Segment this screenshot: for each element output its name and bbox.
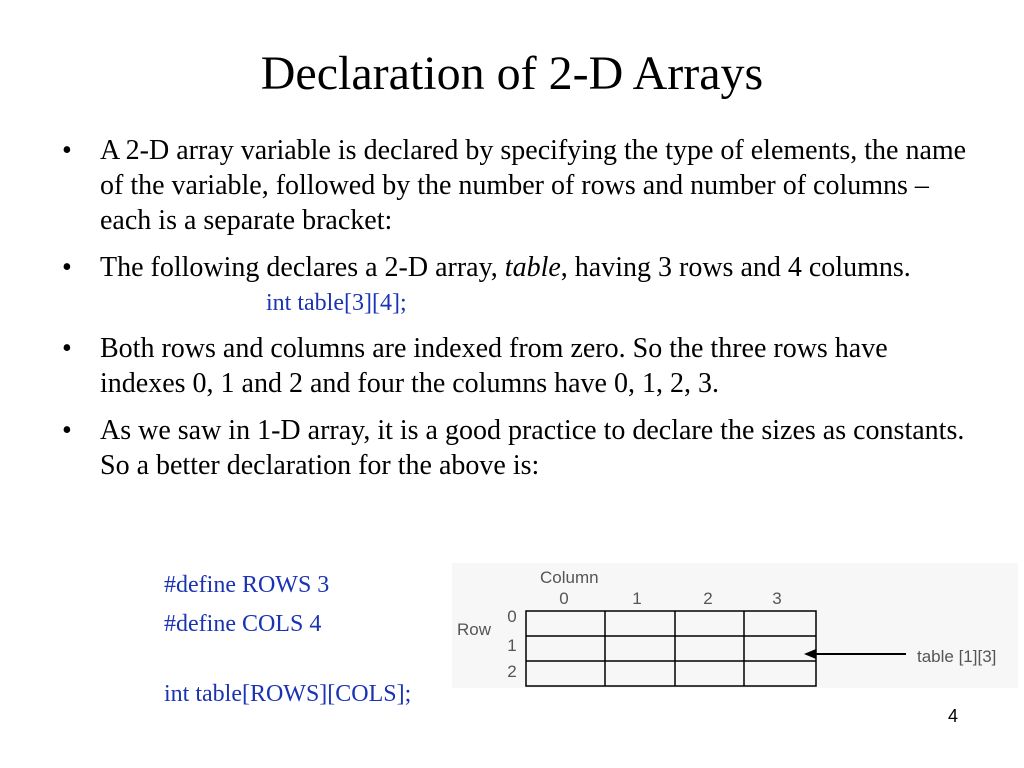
bullet-text: A 2-D array variable is declared by specifying the type of elements, the name of the variable, followed by the number of rows and number of columns – each is a separate bracket:: [100, 135, 967, 236]
pointer-label: table [1][3]: [917, 647, 997, 666]
bullet-text: As we saw in 1-D array, it is a good practice to declare the sizes as constants. So a better declaration for the above is:: [100, 415, 965, 481]
code-line-declaration: int table[ROWS][COLS];: [164, 681, 412, 707]
column-index: 2: [703, 589, 713, 608]
code-block: [164, 566, 411, 714]
code-blank-line: [164, 644, 411, 675]
bullet-list: [62, 133, 967, 483]
bullet-item: [62, 331, 967, 401]
page-number: 4: [948, 706, 959, 726]
bullet-item: [62, 250, 967, 285]
pointer-arrow-head-icon: [804, 649, 816, 659]
bullet-item: [62, 413, 967, 483]
column-index: 0: [559, 589, 569, 608]
row-index: 0: [507, 607, 517, 626]
code-line-define-rows: #define ROWS 3: [164, 572, 330, 598]
bullet-dot-icon: •: [62, 135, 72, 166]
column-label: Column: [540, 568, 599, 587]
array-diagram: [452, 563, 1018, 688]
bullet-dot-icon: •: [62, 252, 72, 283]
array-diagram-svg: [452, 563, 1018, 688]
bullet-text: The following declares a 2-D array,: [100, 252, 505, 283]
bullet-emphasis: table: [504, 252, 561, 283]
bullet-text-continued: , having 3 rows and 4 columns.: [560, 252, 911, 283]
bullet-item: [62, 133, 967, 238]
slide-title: Declaration of 2-D Arrays: [260, 47, 764, 100]
column-index: 1: [632, 589, 642, 608]
row-label: Row: [457, 620, 492, 639]
bullet-text: Both rows and columns are indexed from zero. So the three rows have indexes 0, 1 and 2 and four the columns have 0, 1, 2, 3.: [100, 333, 888, 399]
code-line-define-cols: #define COLS 4: [164, 611, 322, 637]
array-grid-border: [526, 611, 816, 686]
bullet-dot-icon: •: [62, 333, 72, 364]
row-index: 2: [507, 662, 517, 681]
row-index: 1: [507, 636, 517, 655]
code-line: int table[3][4];: [266, 290, 407, 316]
bullet-dot-icon: •: [62, 415, 72, 446]
column-index: 3: [772, 589, 782, 608]
